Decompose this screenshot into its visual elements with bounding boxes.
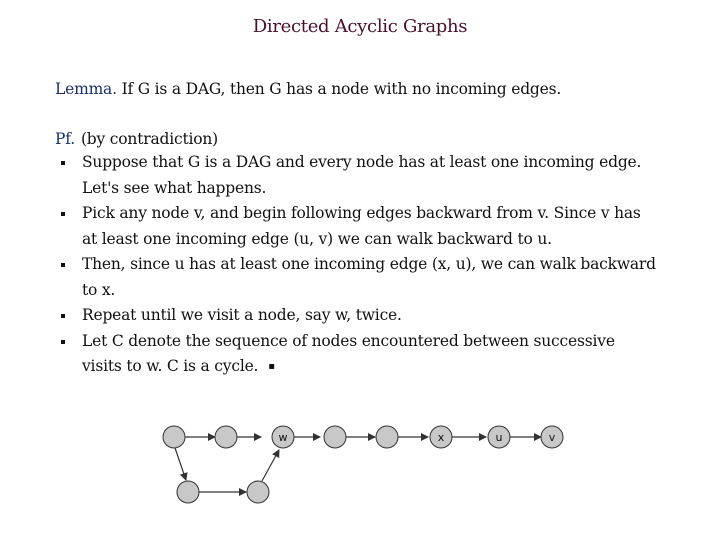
graph-node: [163, 426, 185, 448]
bullet-line: Repeat until we visit a node, say w, twice.: [82, 306, 402, 324]
bullet-line: at least one incoming edge (u, v) we can walk backward to u.: [82, 229, 552, 248]
bullet-line: to x.: [82, 280, 116, 299]
node-label-w: w: [278, 431, 288, 444]
graph-node: [177, 481, 199, 503]
lemma-label: Lemma.: [55, 80, 117, 98]
qed-symbol: ▪: [268, 361, 275, 372]
proof-method: (by contradiction): [80, 130, 218, 148]
proof-label: Pf.: [55, 130, 75, 148]
bullet-line: Let's see what happens.: [82, 178, 267, 197]
bullet-line: Then, since u has at least one incoming edge (x, u), we can walk backward: [82, 255, 656, 273]
graph-node: [324, 426, 346, 448]
node-label-u: u: [495, 431, 503, 444]
slide-title: Directed Acyclic Graphs: [252, 16, 468, 37]
graph-node: [376, 426, 398, 448]
bullet-line: visits to w. C is a cycle.: [82, 357, 259, 375]
bullet-line: Pick any node v, and begin following edges backward from v. Since v has: [82, 204, 641, 222]
bullet-line: Let C denote the sequence of nodes encountered between successive: [82, 331, 615, 350]
node-label-v: v: [548, 431, 556, 444]
node-label-x: x: [437, 431, 445, 444]
graph-node: [247, 481, 269, 503]
bullet-line: Suppose that G is a DAG and every node has at least one incoming edge.: [82, 153, 642, 171]
graph-node: [215, 426, 237, 448]
edge: [175, 448, 186, 480]
lemma-text: If G is a DAG, then G has a node with no incoming edges.: [121, 80, 562, 98]
edge: [262, 450, 279, 481]
